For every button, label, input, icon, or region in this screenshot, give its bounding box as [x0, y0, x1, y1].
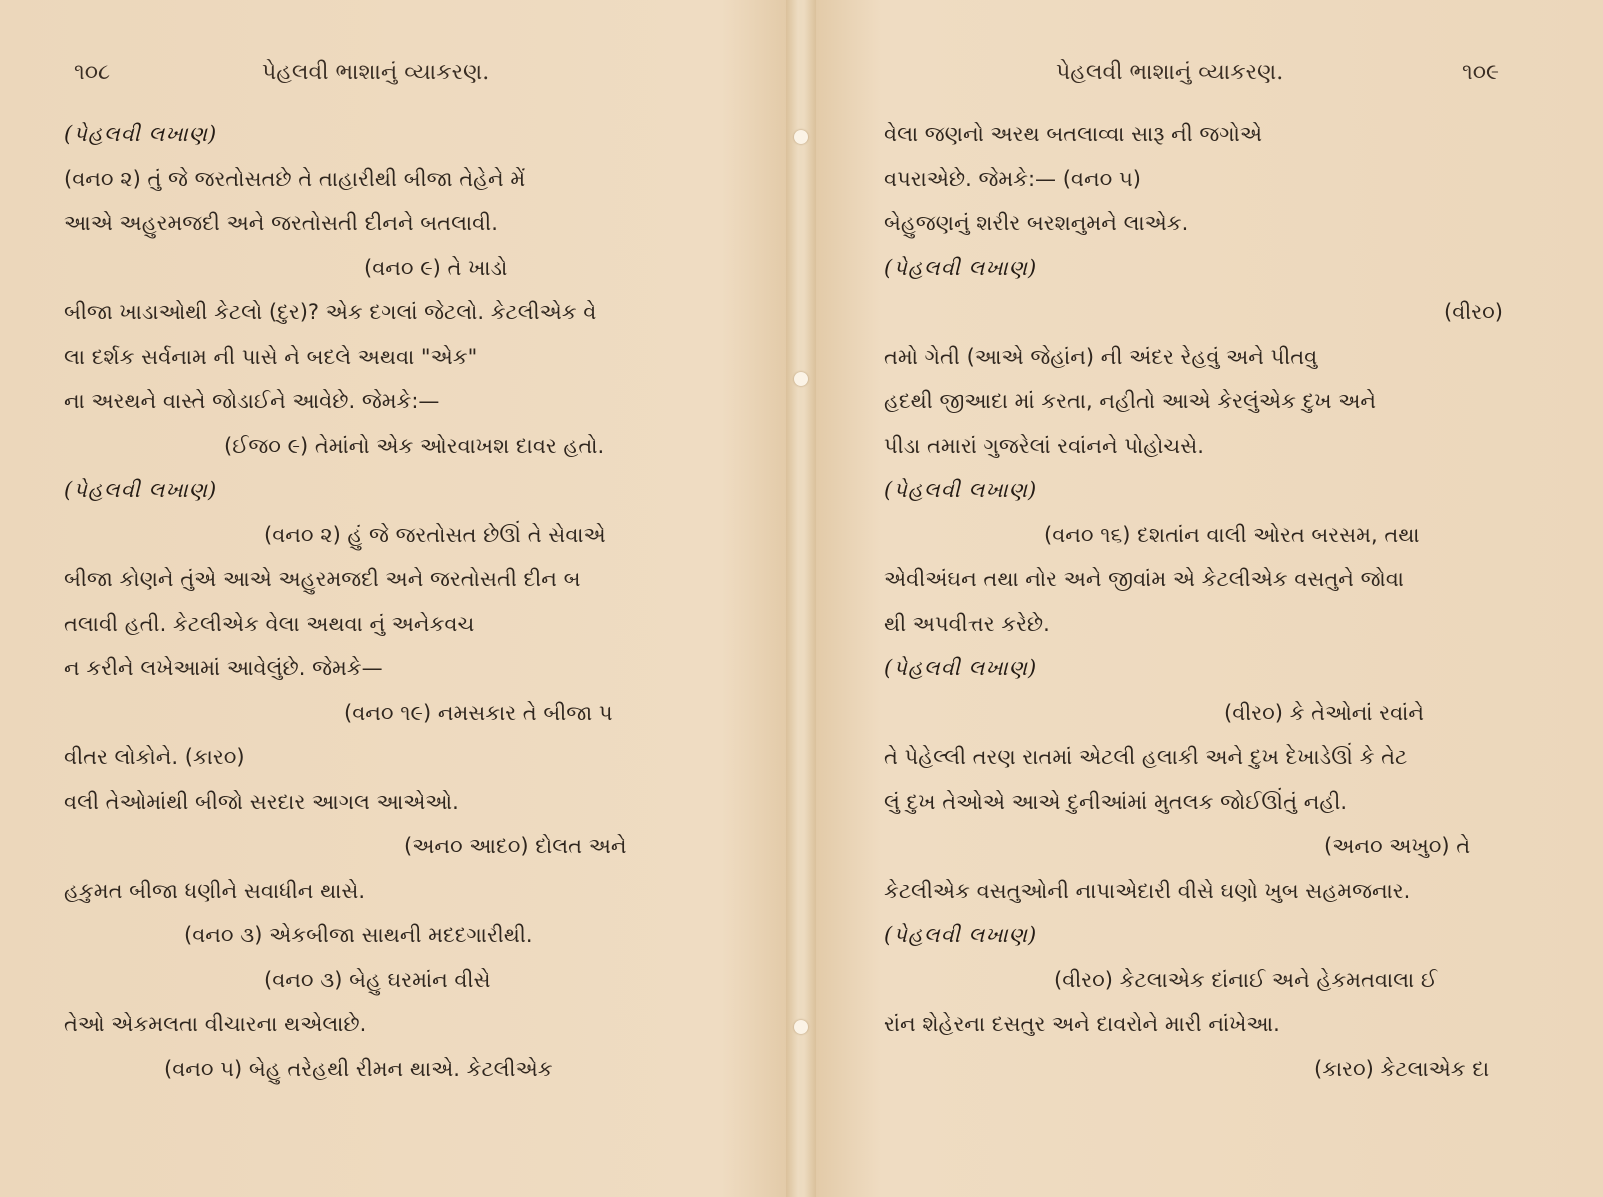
text-line: (અન૦ આદ૦) દોલત અને: [404, 834, 627, 858]
text-line: (પેહલવી લખાણ): [884, 255, 1038, 280]
running-head: પેહલવી ભાશાનું વ્યાકરણ.: [262, 60, 490, 85]
running-head: પેહલવી ભાશાનું વ્યાકરણ.: [1056, 60, 1284, 85]
text-line: વીતર લોકોને. (કાર૦): [64, 745, 245, 769]
text-line: તે પેહેલ્લી તરણ રાતમાં એટલી હલાકી અને દુખ દેખાડેઊં કે તેટ: [884, 745, 1408, 769]
text-line: (વન૦ ૫) બેહુ તરેહથી રીમન થાએ. કેટલીએક: [164, 1056, 553, 1081]
text-line: હકુમત બીજા ધણીને સવાધીન થાસે.: [64, 878, 366, 903]
text-line: ના અરથને વાસ્તે જોડાઈને આવેછે. જેમકે:—: [64, 389, 440, 413]
binding-hole: [794, 1020, 808, 1034]
page-number: ૧૦૯: [1462, 60, 1500, 85]
text-line: (વન૦ ૩) બેહુ ઘરમાંન વીસે: [264, 967, 491, 992]
text-line: તેઓ એકમલતા વીચારના થએલાછે.: [64, 1012, 367, 1036]
text-line: પીડા તમારાં ગુજરેલાં રવાંનને પોહોચસે.: [884, 433, 1204, 458]
text-line: વેલા જણનો અરથ બતલાવ્વા સારૂ ની જગોએ: [884, 122, 1263, 146]
page-number: ૧૦૮: [74, 60, 111, 85]
text-line: થી અપવીત્તર કરેછે.: [884, 611, 1050, 636]
text-line: (વન૦ ૨) તું જે જરતોસતછે તે તાહારીથી બીજા તેહેને મેં: [64, 166, 526, 191]
text-line: હદથી જીઆદા માં કરતા, નહીતો આએ કેરલુંએક દુખ અને: [884, 389, 1377, 413]
right-page: [816, 0, 1603, 1197]
binding-hole: [794, 130, 808, 144]
text-line: (વન૦ ૧૯) નમસકાર તે બીજા પ: [344, 700, 613, 725]
text-line: (પેહલવી લખાણ): [884, 656, 1038, 680]
text-line: (વીર૦) કે તેઓનાં રવાંને: [1224, 700, 1424, 725]
text-line: તલાવી હતી. કેટલીએક વેલા અથવા નું અનેકવચ: [64, 611, 475, 636]
text-line: બીજા કોણને તુંએ આએ અહુરમજદી અને જરતોસતી દીન બ: [64, 567, 581, 591]
text-line: (પેહલવી લખાણ): [64, 478, 218, 502]
text-line: વપરાએછે. જેમકે:— (વન૦ ૫): [884, 166, 1141, 191]
left-page: [0, 0, 786, 1197]
text-line: લું દુખ તેઓએ આએ દુનીઆંમાં મુતલક જોઈઊંતું નહી.: [884, 789, 1348, 814]
text-line: કેટલીએક વસતુઓની નાપાએદારી વીસે ઘણો ખુબ સહમજનાર.: [884, 878, 1411, 903]
text-line: (વન૦ ૧૬) દશતાંન વાલી ઓરત બરસમ, તથા: [1044, 522, 1420, 547]
text-line: બેહુજણનું શરીર બરશનુમને લાએક.: [884, 211, 1189, 235]
text-line: (વન૦ ૯) તે ખાડો: [364, 255, 508, 280]
text-line: (ઈજ૦ ૯) તેમાંનો એક ઓરવાખશ દાવર હતો.: [224, 433, 605, 458]
text-line: (વીર૦) કેટલાએક દાંનાઈ અને હેકમતવાલા ઈ: [1054, 967, 1438, 992]
page-text: [64, 112, 696, 1091]
binding-hole: [794, 372, 808, 386]
text-line: વલી તેઓમાંથી બીજો સરદાર આગલ આએઓ.: [64, 789, 459, 814]
text-line: (વન૦ ૨) હું જે જરતોસત છેઊં તે સેવાએ: [264, 522, 606, 547]
text-line: લા દર્શક સર્વનામ ની પાસે ને બદલે અથવા "એક": [64, 344, 478, 369]
text-line: (વન૦ ૩) એકબીજા સાથની મદદગારીથી.: [184, 923, 533, 947]
text-line: (પેહલવી લખાણ): [884, 478, 1038, 502]
text-line: ન કરીને લખેઆમાં આવેલુંછે. જેમકે—: [64, 656, 383, 680]
text-line: તમો ગેતી (આએ જેહાંન) ની અંદર રેહવું અને પીતવુ: [884, 344, 1318, 369]
text-line: (અન૦ અખુ૦) તે: [1324, 834, 1471, 858]
book-gutter: [786, 0, 816, 1197]
text-line: એવીઅંઘન તથા નોર અને જીવાંમ એ કેટલીએક વસતુને જોવા: [884, 567, 1404, 591]
text-line: (કાર૦) કેટલાએક દા: [1314, 1056, 1490, 1081]
text-line: (પેહલવી લખાણ): [64, 122, 218, 146]
text-line: (પેહલવી લખાણ): [884, 923, 1038, 947]
text-line: (વીર૦): [1444, 300, 1503, 324]
text-line: આએ અહુરમજદી અને જરતોસતી દીનને બતલાવી.: [64, 211, 498, 235]
page-text: [884, 112, 1524, 1091]
text-line: બીજા ખાડાઓથી કેટલો (દુર)? એક દગલાં જેટલો. કેટલીએક વે: [64, 300, 597, 324]
text-line: રાંન શેહેરના દસતુર અને દાવરોને મારી નાંખેઆ.: [884, 1012, 1280, 1036]
